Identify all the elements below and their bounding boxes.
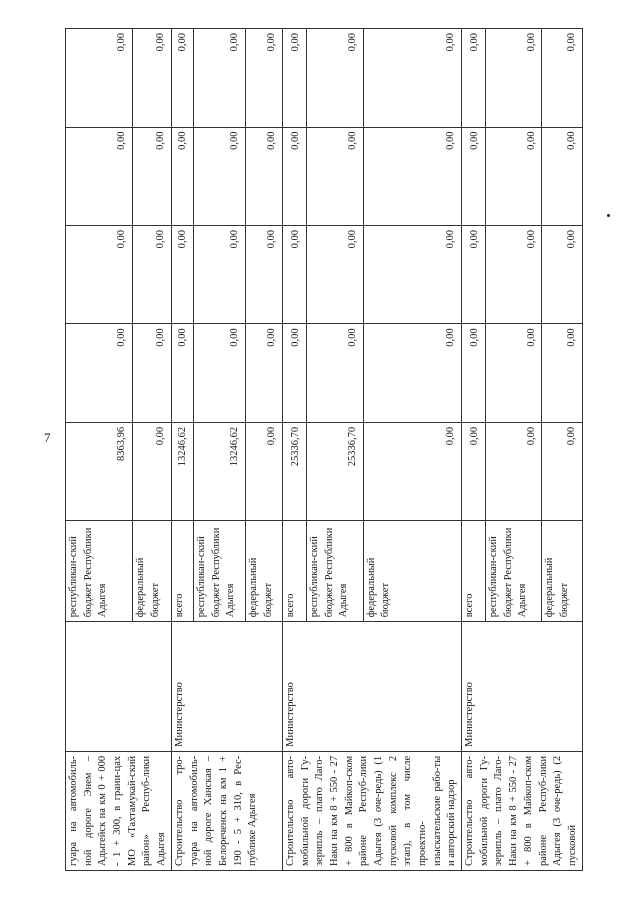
amount-cell: 0,00 (542, 422, 582, 520)
amount-cell: 0,00 (66, 324, 133, 422)
amount-cell: 0,00 (306, 127, 363, 225)
amount-cell: 0,00 (282, 225, 306, 323)
rotated-page (65, 28, 613, 871)
amount-cell: 0,00 (171, 225, 193, 323)
amount-cell: 0,00 (485, 127, 541, 225)
funding-source: федеральный бюджет (363, 521, 461, 622)
responsible-agency: Министерство (462, 622, 583, 752)
amount-cell: 0,00 (245, 422, 282, 520)
amount-cell: 0,00 (542, 324, 582, 422)
amount-cell: 0,00 (485, 422, 541, 520)
amount-cell: 0,00 (133, 324, 172, 422)
object-description: гуара на автомобиль-ной дороге Энем – Адыгейск на км 0 + 000 - 1 + 300, в грани-цах МО «Тахтамукай-ский район» Респуб-лики Адыгея (66, 751, 172, 870)
page-number: 7 (44, 430, 51, 445)
amount-cell: 0,00 (66, 29, 133, 128)
amount-cell: 0,00 (306, 29, 363, 128)
amount-cell: 0,00 (133, 422, 172, 520)
amount-cell: 13246,62 (193, 422, 245, 520)
amount-cell: 0,00 (282, 127, 306, 225)
amount-cell: 0,00 (245, 324, 282, 422)
amount-cell: 0,00 (462, 324, 486, 422)
amount-cell: 0,00 (363, 225, 461, 323)
amount-cell: 0,00 (66, 127, 133, 225)
amount-cell: 0,00 (363, 29, 461, 128)
amount-cell: 0,00 (245, 225, 282, 323)
amount-cell: 0,00 (193, 225, 245, 323)
amount-cell: 0,00 (171, 127, 193, 225)
amount-cell: 0,00 (363, 422, 461, 520)
table-row (66, 29, 133, 871)
amount-cell: 0,00 (282, 29, 306, 128)
amount-cell: 0,00 (171, 324, 193, 422)
amount-cell: 0,00 (363, 127, 461, 225)
amount-cell: 0,00 (193, 29, 245, 128)
amount-cell: 0,00 (462, 225, 486, 323)
funding-source: республикан-ский бюджет Республики Адыгея (193, 521, 245, 622)
amount-cell: 0,00 (485, 225, 541, 323)
amount-cell: 0,00 (245, 29, 282, 128)
amount-cell: 25336,70 (282, 422, 306, 520)
amount-cell: 0,00 (542, 225, 582, 323)
amount-cell: 0,00 (542, 127, 582, 225)
funding-source: республикан-ский бюджет Республики Адыгея (66, 521, 133, 622)
amount-cell: 0,00 (171, 29, 193, 128)
responsible-agency: Министерство (282, 622, 461, 752)
funding-source: всего (462, 521, 486, 622)
amount-cell: 0,00 (133, 225, 172, 323)
table-row (282, 29, 306, 871)
amount-cell: 0,00 (193, 324, 245, 422)
funding-source: федеральный бюджет (542, 521, 582, 622)
amount-cell: 8363,96 (66, 422, 133, 520)
funding-source: федеральный бюджет (245, 521, 282, 622)
funding-source: всего (171, 521, 193, 622)
amount-cell: 0,00 (245, 127, 282, 225)
amount-cell: 0,00 (133, 29, 172, 128)
table-row (171, 29, 193, 871)
amount-cell: 0,00 (306, 225, 363, 323)
table-frame (65, 28, 613, 871)
amount-cell: 0,00 (306, 324, 363, 422)
amount-cell: 0,00 (462, 127, 486, 225)
table-row (462, 29, 486, 871)
object-description: Строительство авто-мобильной дороги Гу-зерипль – плато Лаго-Наки на км 8 + 550 - 27 + 800 в Майкоп-ском районе Респуб-лики Адыгея (3 оче-редь) (2 пусковой (462, 751, 583, 870)
amount-cell: 13246,62 (171, 422, 193, 520)
amount-cell: 0,00 (282, 324, 306, 422)
object-description: Строительство авто-мобильной дороги Гу-зерипль – плато Лаго-Наки на км 8 + 550 - 27 + 800 в Майкоп-ском районе Респуб-лики Адыгея (3 оче-редь) (1 пусковой комплекс 2 этап), в том числе проектно-изыскательские рабо-ты и авторский надзор (282, 751, 461, 870)
amount-cell: 0,00 (363, 324, 461, 422)
amount-cell: 0,00 (133, 127, 172, 225)
amount-cell: 0,00 (462, 29, 486, 128)
amount-cell: 0,00 (485, 324, 541, 422)
responsible-agency: Министерство (171, 622, 282, 752)
funding-source: всего (282, 521, 306, 622)
amount-cell: 0,00 (542, 29, 582, 128)
amount-cell: 0,00 (485, 29, 541, 128)
funding-source: республикан-ский бюджет Республики Адыгея (306, 521, 363, 622)
responsible-agency (66, 622, 172, 752)
object-description: Строительство тро-туара на автомобиль-ной дороге Ханская – Белореченск на км 1 + 190 - 5 + 310, в Рес-публике Адыгея (171, 751, 282, 870)
amount-cell: 0,00 (193, 127, 245, 225)
financing-table (65, 28, 583, 871)
amount-cell: 25336,70 (306, 422, 363, 520)
funding-source: федеральный бюджет (133, 521, 172, 622)
funding-source: республикан-ский бюджет Республики Адыгея (485, 521, 541, 622)
amount-cell: 0,00 (462, 422, 486, 520)
amount-cell: 0,00 (66, 225, 133, 323)
